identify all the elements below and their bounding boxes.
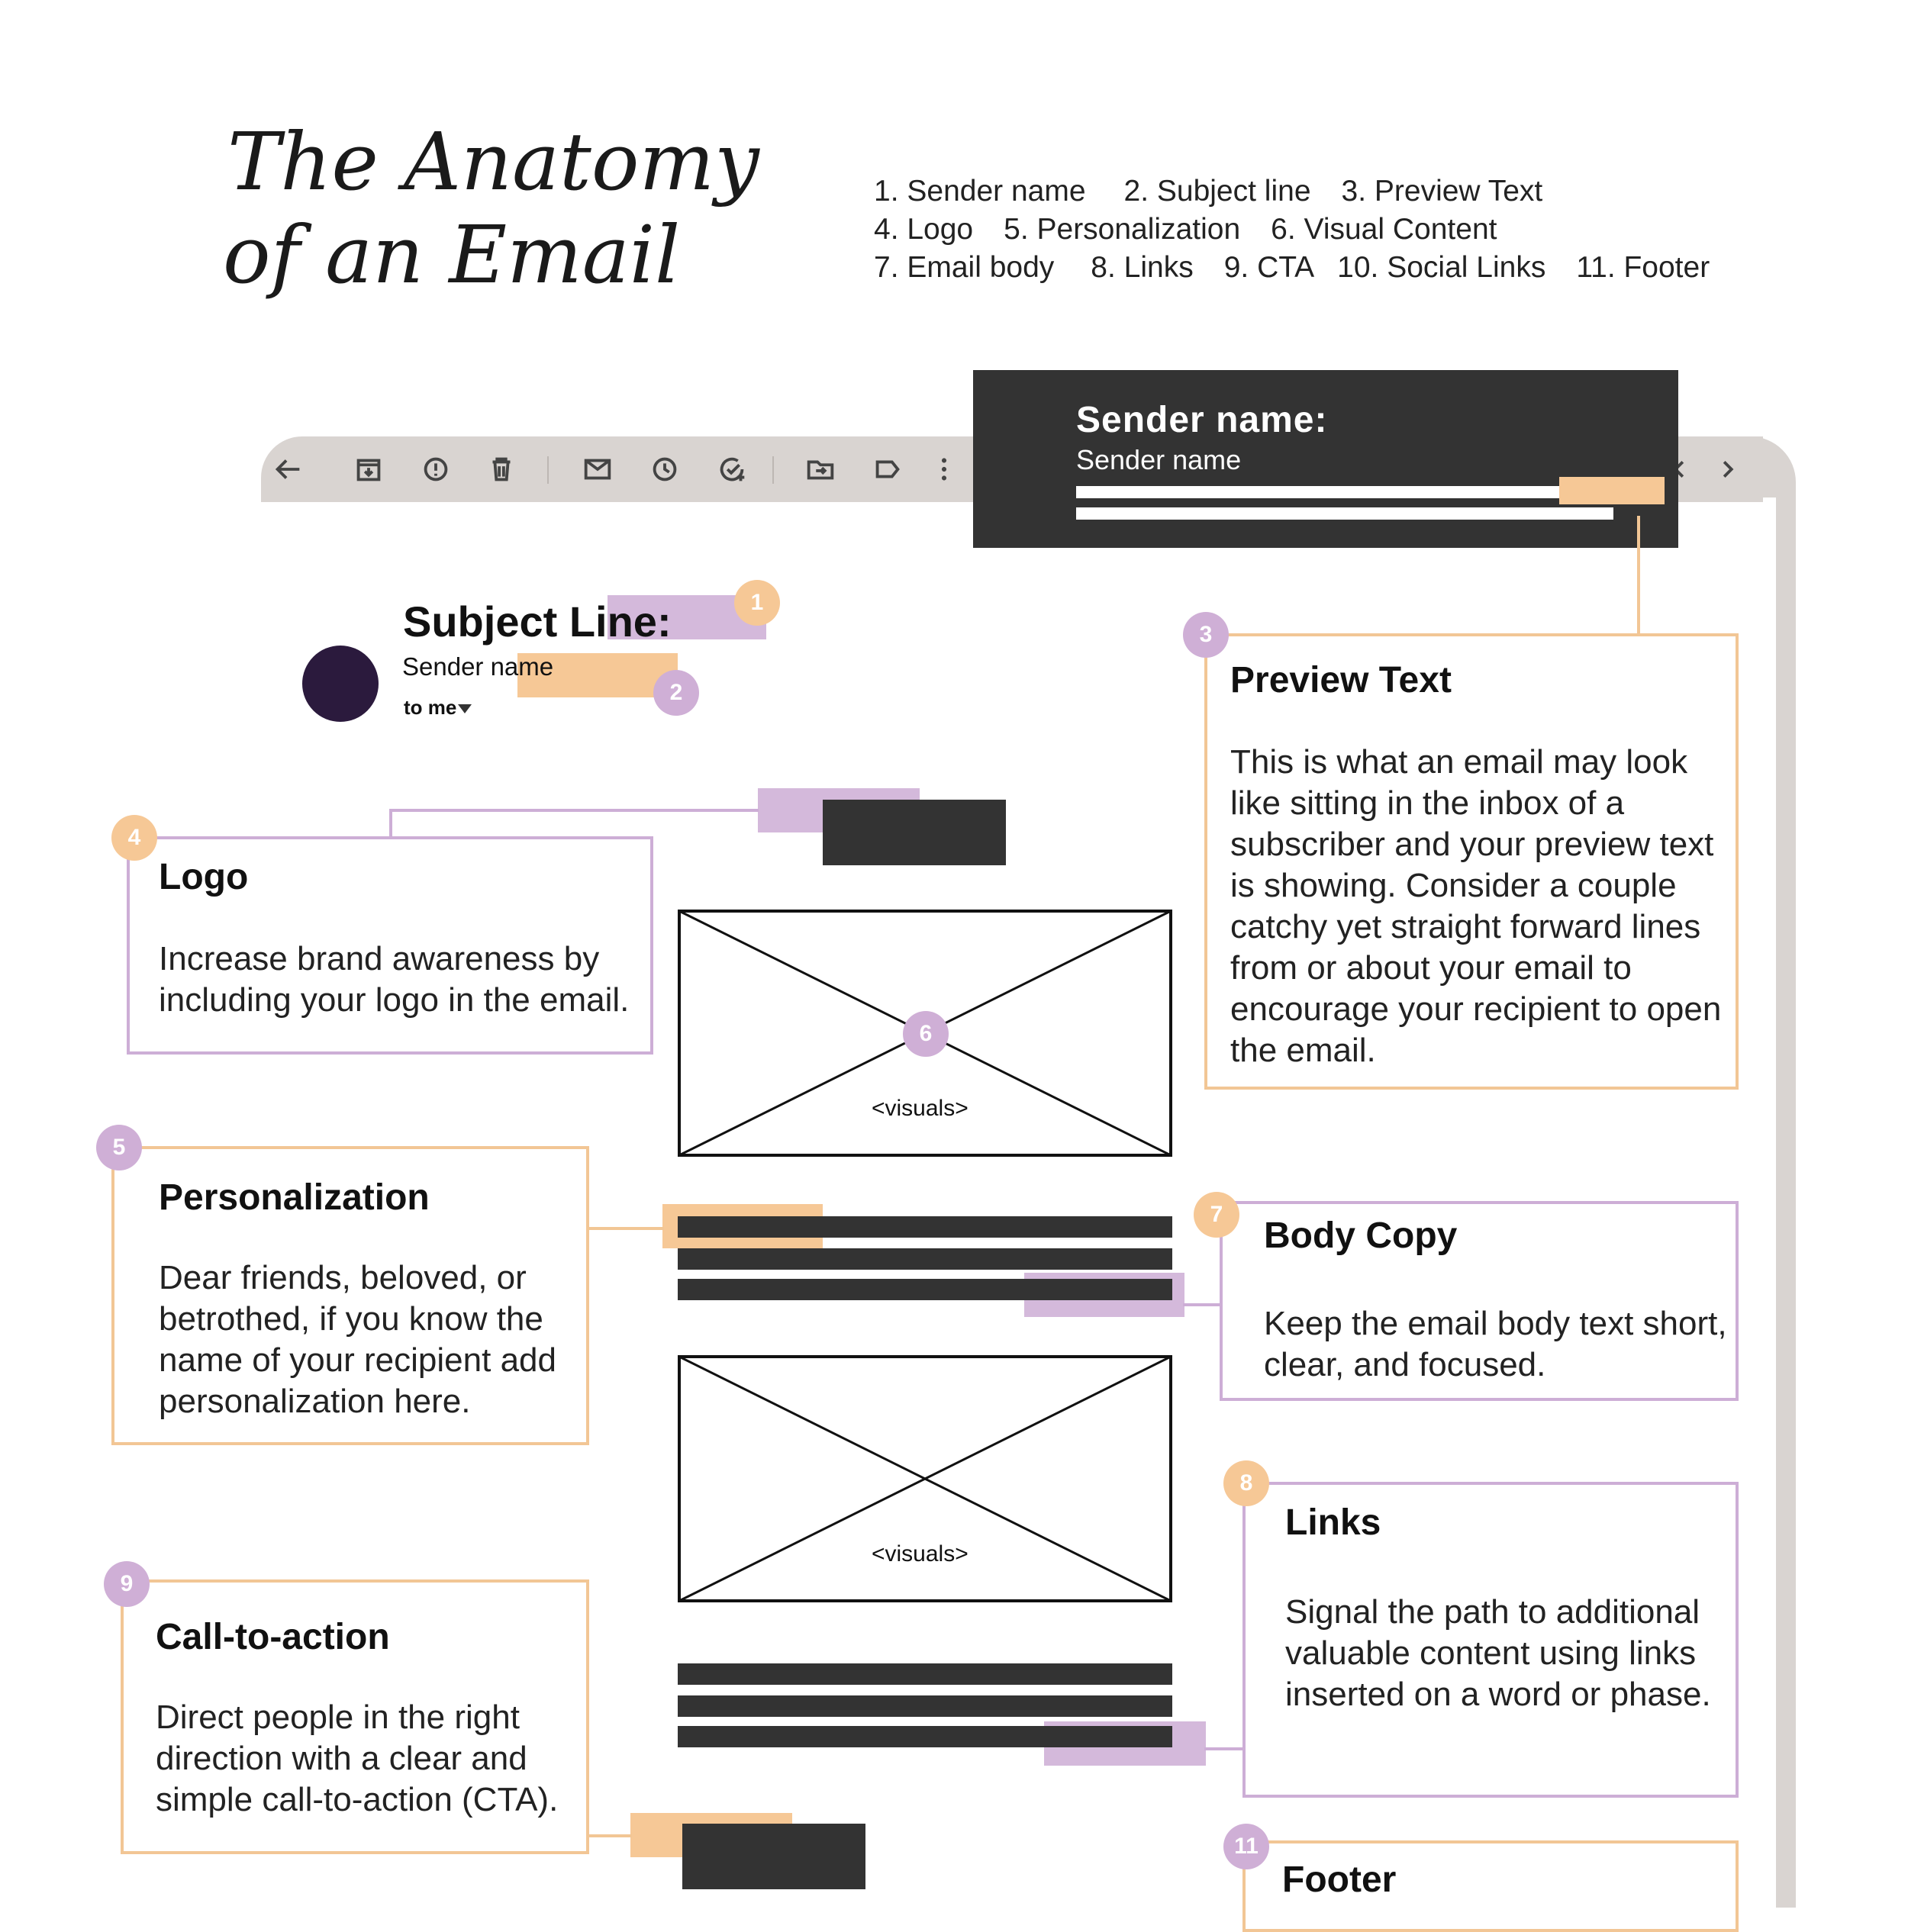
- visual-label-1: <visuals>: [872, 1096, 969, 1121]
- toolbar-separator: [547, 456, 549, 484]
- legend-item: 8. Links: [1091, 251, 1194, 284]
- connector-line: [1204, 1747, 1244, 1750]
- snooze-icon[interactable]: [647, 452, 682, 487]
- mark-unread-icon[interactable]: [580, 452, 615, 487]
- logo-callout: [127, 836, 653, 1055]
- callout-body: Signal the path to additional valuable content using links inserted on a word or phase.: [1285, 1593, 1711, 1713]
- sender-name-popup: [973, 370, 1678, 548]
- badge-3: 3: [1183, 612, 1229, 658]
- legend-item: 6. Visual Content: [1271, 213, 1497, 246]
- visual-label-2: <visuals>: [872, 1541, 969, 1567]
- sender-name: Sender name: [402, 652, 554, 681]
- preview-highlight: [1559, 477, 1665, 504]
- legend-item: 2. Subject line: [1123, 175, 1311, 208]
- window-frame-right: [1776, 465, 1796, 1908]
- report-spam-icon[interactable]: [418, 452, 453, 487]
- legend-item: 3. Preview Text: [1341, 175, 1543, 208]
- callout-body: Keep the email body text short, clear, and focused.: [1264, 1305, 1727, 1383]
- label-icon[interactable]: [870, 452, 905, 487]
- callout-body: Increase brand awareness by including your logo in the email.: [159, 940, 630, 1019]
- delete-icon[interactable]: [484, 452, 519, 487]
- callout-title: Call-to-action: [156, 1617, 390, 1657]
- callout-title: Links: [1285, 1502, 1381, 1543]
- connector-line: [1637, 516, 1640, 635]
- page-title-line2: of an Email: [223, 208, 681, 301]
- personalization-callout: [111, 1146, 589, 1445]
- preview-text-callout: [1204, 633, 1739, 1090]
- badge-2: 2: [653, 670, 699, 716]
- page-title-line1: The Anatomy: [227, 115, 759, 208]
- callout-title: Preview Text: [1230, 660, 1452, 700]
- callout-body: This is what an email may look like sitting in the inbox of a subscriber and your preview text is showing. Consider a couple catchy yet straight forward lines from or about your email to encourage your recipient to open the email.: [1230, 743, 1722, 1069]
- preview-line: [1076, 486, 1613, 498]
- badge-6: 6: [903, 1011, 949, 1057]
- callout-title: Personalization: [159, 1177, 430, 1218]
- legend-item: 7. Email body: [874, 251, 1055, 284]
- legend-item: 5. Personalization: [1004, 213, 1241, 246]
- toolbar-separator: [772, 456, 774, 484]
- window-frame-corner: [1740, 436, 1796, 497]
- legend-item: 11. Footer: [1576, 251, 1710, 284]
- legend-item: 1. Sender name: [874, 175, 1086, 208]
- avatar: [302, 646, 379, 722]
- legend-item: 9. CTA: [1223, 251, 1315, 284]
- badge-4: 4: [111, 815, 157, 861]
- body-text-line: [678, 1216, 1172, 1238]
- sender-popup-subtitle: Sender name: [1076, 444, 1242, 475]
- links-callout: [1242, 1482, 1739, 1798]
- callout-title: Body Copy: [1264, 1216, 1458, 1256]
- body-text-line: [678, 1248, 1172, 1270]
- recipient-line[interactable]: [404, 696, 472, 720]
- logo-placeholder: [823, 800, 1006, 865]
- back-arrow-icon[interactable]: [270, 452, 305, 487]
- connector-line: [588, 1834, 632, 1837]
- badge-7: 7: [1194, 1192, 1239, 1238]
- badge-1: 1: [734, 580, 780, 626]
- connector-line: [1183, 1303, 1221, 1306]
- cta-button[interactable]: [682, 1824, 865, 1889]
- callout-body: Direct people in the right direction with a clear and simple call-to-action (CTA).: [156, 1699, 559, 1818]
- badge-5: 5: [96, 1125, 142, 1170]
- connector-line: [389, 809, 392, 839]
- body-text-line: [678, 1695, 1172, 1717]
- legend-item: 4. Logo: [874, 213, 974, 246]
- subject-line: Subject Line:: [403, 597, 672, 646]
- body-text-line: [678, 1663, 1172, 1685]
- connector-line: [588, 1227, 664, 1230]
- callout-title: Logo: [159, 857, 249, 897]
- footer-callout: [1242, 1840, 1739, 1932]
- legend-item: 10. Social Links: [1337, 251, 1546, 284]
- badge-9: 9: [104, 1561, 150, 1607]
- legend-row-3: [874, 249, 1710, 287]
- body-text-line: [678, 1279, 1172, 1300]
- badge-11: 11: [1223, 1824, 1269, 1869]
- chevron-down-icon[interactable]: [458, 704, 472, 713]
- recipient-label: to me: [404, 696, 457, 719]
- body-text-line: [678, 1726, 1172, 1747]
- window-inner-right-edge: [1768, 502, 1776, 708]
- body-copy-callout: [1220, 1201, 1739, 1401]
- legend-row-1: [874, 172, 1710, 211]
- legend: [874, 172, 1710, 287]
- sender-popup-title: Sender name:: [1076, 400, 1328, 440]
- callout-body: Dear friends, beloved, or betrothed, if you know the name of your recipient add personalization here.: [159, 1259, 556, 1420]
- badge-8: 8: [1223, 1460, 1269, 1506]
- more-icon[interactable]: [927, 452, 962, 487]
- move-to-icon[interactable]: [803, 452, 838, 487]
- cta-callout: [121, 1579, 589, 1854]
- legend-row-2: [874, 211, 1710, 249]
- archive-icon[interactable]: [351, 452, 386, 487]
- add-task-icon[interactable]: [714, 452, 749, 487]
- preview-line: [1076, 507, 1613, 520]
- connector-line: [389, 809, 759, 812]
- callout-title: Footer: [1282, 1860, 1397, 1900]
